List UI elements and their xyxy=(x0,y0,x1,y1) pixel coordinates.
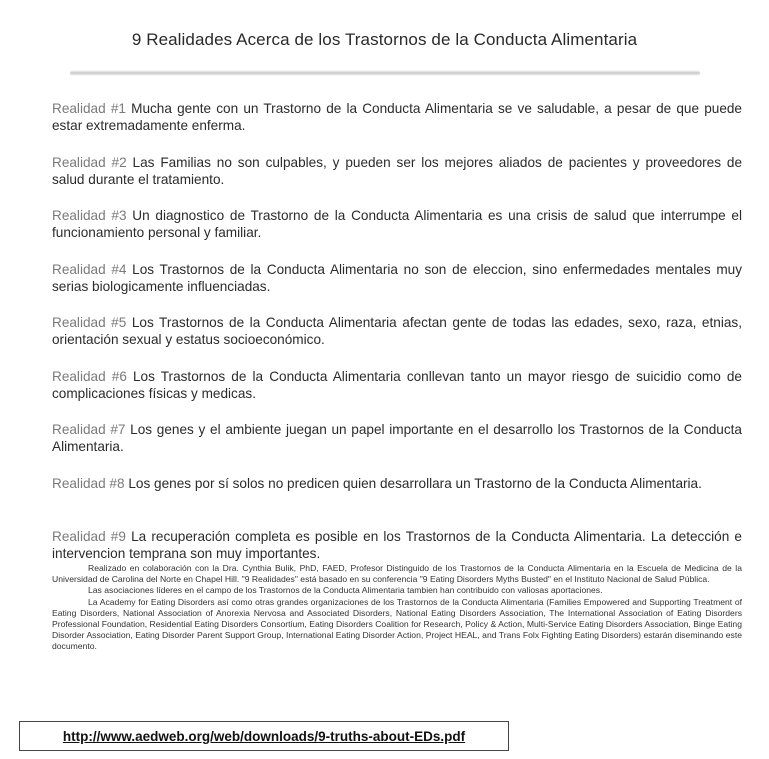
footnote-organizations: La Academy for Eating Disorders así como otras grandes organizaciones de los Trastornos de la Conducta Alimentaria (Families Empowered and Supporting Treatment of Eating Disorders, National Association of Anorexia Nervosa and Associated Disorders, National Eating Disorders Association, The International Association of Eating Disorders Professional Foundation, Residential Eating Disorders Consortium, Eating Disorders Coalition for Research, Policy & Action, Multi-Service Eating Disorders Association, Binge Eating Disorder Association, Eating Disorder Parent Support Group, International Eating Disorder Action, Project HEAL, and Trans Folx Fighting Eating Disorders) estarán diseminando este documento. xyxy=(52,596,742,652)
fact-label: Realidad #6 xyxy=(52,368,127,384)
fact-label: Realidad #2 xyxy=(52,154,127,170)
fact-label: Realidad #9 xyxy=(52,529,126,544)
title-divider xyxy=(70,70,700,76)
fact-text: Las Familias no son culpables, y pueden ser los mejores aliados de pacientes y proveedores de salud durante el tratamiento. xyxy=(52,154,742,187)
fact-label: Realidad #4 xyxy=(52,261,127,277)
fact-4 xyxy=(52,261,742,296)
fact-5 xyxy=(52,314,742,349)
fact-label: Realidad #1 xyxy=(52,101,126,116)
fact-text: La recuperación completa es posible en los Trastornos de la Conducta Alimentaria. La detección e intervencion temprana son muy importantes. xyxy=(52,529,742,561)
fact-label: Realidad #7 xyxy=(52,422,126,437)
fact-3 xyxy=(52,207,742,242)
source-link[interactable]: http://www.aedweb.org/web/downloads/9-truths-about-EDs.pdf xyxy=(62,728,466,744)
fact-8 xyxy=(52,475,742,510)
facts-list xyxy=(52,100,742,582)
source-link-box xyxy=(19,721,509,751)
fact-text: Los Trastornos de la Conducta Alimentaria afectan gente de todas las edades, sexo, raza, etnias, orientación sexual y estatus socioeconómico. xyxy=(52,315,742,347)
fact-6 xyxy=(52,368,742,403)
fact-label: Realidad #3 xyxy=(52,208,127,223)
fact-label: Realidad #5 xyxy=(52,315,127,330)
fact-text: Mucha gente con un Trastorno de la Conducta Alimentaria se ve saludable, a pesar de que puede estar extremadamente enferma. xyxy=(52,101,742,133)
page-title: 9 Realidades Acerca de los Trastornos de la Conducta Alimentaria xyxy=(131,30,638,49)
footnote-associations: Las asociaciones líderes en el campo de los Trastornos de la Conducta Alimentaria tambien han contribuido con valiosas aportaciones. xyxy=(88,585,603,596)
fact-text: Un diagnostico de Trastorno de la Conducta Alimentaria es una crisis de salud que interrumpe el funcionamiento personal y familiar. xyxy=(52,208,742,240)
fact-2 xyxy=(52,154,742,189)
fact-text: Los Trastornos de la Conducta Alimentaria conllevan tanto un mayor riesgo de suicidio como de complicaciones físicas y medicas. xyxy=(52,368,742,401)
fact-1 xyxy=(52,100,742,135)
fact-9 xyxy=(52,528,742,563)
fact-text: Los Trastornos de la Conducta Alimentaria no son de eleccion, sino enfermedades mentales muy serias biologicamente influenciadas. xyxy=(52,261,742,294)
fact-label: Realidad #8 xyxy=(52,475,125,491)
fact-text: Los genes y el ambiente juegan un papel importante en el desarrollo los Trastornos de la Conducta Alimentaria. xyxy=(52,422,742,454)
fact-7 xyxy=(52,421,742,456)
footnotes xyxy=(52,563,742,653)
fact-text: Los genes por sí solos no predicen quien desarrollara un Trastorno de la Conducta Alimentaria. xyxy=(124,475,702,491)
footnote-collaboration: Realizado en colaboración con la Dra. Cynthia Bulik, PhD, FAED, Profesor Distinguido de los Trastornos de la Conducta Alimentaria en la Escuela de Medicina de la Universidad de Carolina del Norte en Chapel Hill. "9 Realidades" está basado en su conferencia "9 Eating Disorders Myths Busted" en el Instituto Nacional de Salud Pública. xyxy=(52,563,742,585)
